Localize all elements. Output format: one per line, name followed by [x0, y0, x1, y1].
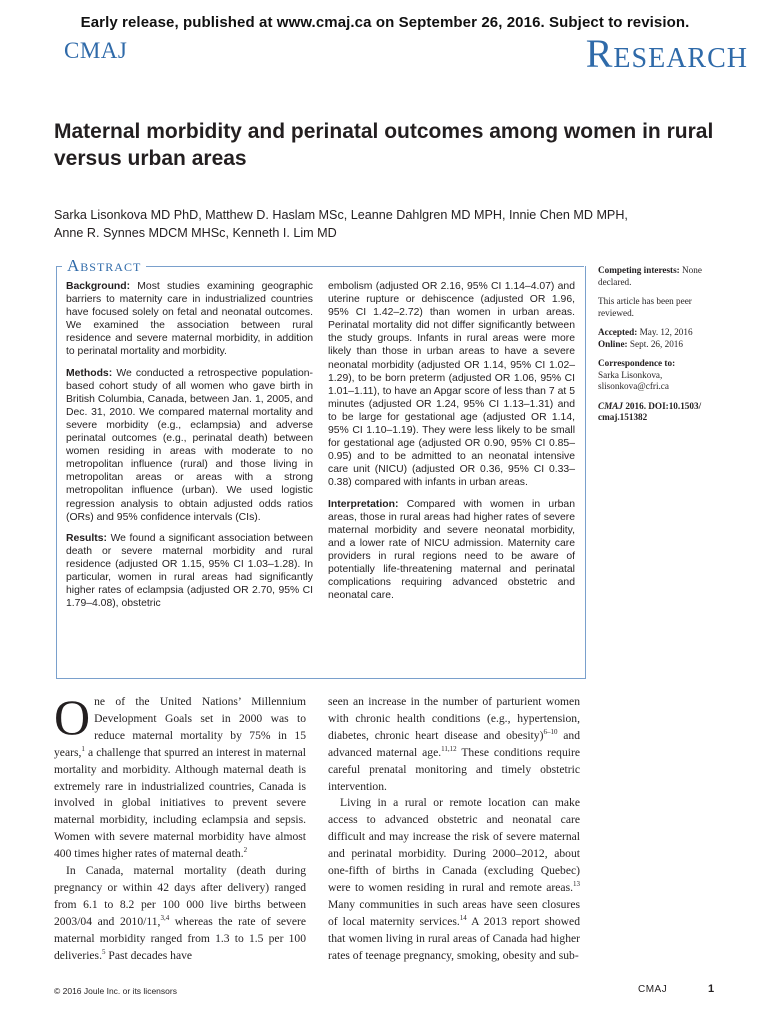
abstract-column-right — [328, 280, 575, 610]
background-text: Most studies examining geographic barriers to maternity care in industrialized countries have focused solely on fetal and neonatal outcomes. We examined the association between rural residence and severe maternal morbidity, in addition to perinatal mortality and morbidity. — [66, 281, 313, 358]
correspondence — [598, 358, 708, 393]
abstract-results — [66, 532, 313, 611]
reference-marker: 11,12 — [441, 744, 457, 753]
authors-line-1: Sarka Lisonkova MD PhD, Matthew D. Haslam MSc, Leanne Dahlgren MD MPH, Innie Chen MD MPH, — [54, 208, 628, 222]
author-list — [54, 206, 694, 242]
footer-journal: CMAJ — [638, 984, 668, 995]
reference-marker: 3,4 — [160, 913, 170, 922]
results-label: Results: — [66, 532, 107, 544]
journal-logo: CMAJ — [64, 38, 128, 63]
authors-line-2: Anne R. Synnes MDCM MHSc, Kenneth I. Lim MD — [54, 226, 337, 240]
correspondence-name: Sarka Lisonkova, — [598, 369, 663, 380]
body-text: A 2013 report showed that women living in rural areas of Canada had higher rates of teenage pregnancy, smoking, obesity and sub- — [328, 914, 580, 962]
publication-dates — [598, 327, 708, 350]
reference-marker: 2 — [243, 846, 248, 855]
body-text: seen an increase in the number of parturient women with chronic health conditions (e.g., hypertension, diabetes, chronic heart disease and obesity) — [328, 695, 580, 742]
abstract-background — [66, 280, 313, 359]
body-text: Past decades have — [105, 948, 193, 962]
body-paragraph-4 — [328, 795, 580, 964]
citation-journal: CMAJ — [598, 400, 624, 411]
abstract-heading: Abstract — [62, 256, 146, 276]
interpretation-label: Interpretation: — [328, 498, 399, 510]
body-paragraph-1 — [54, 689, 306, 863]
citation-doi: 2016. DOI:10.1503/ cmaj.151382 — [598, 400, 702, 422]
body-text: whereas the rate of severe maternal morbidity ranged from 1.3 to 1.5 per 100 deliveries. — [54, 914, 306, 962]
body-text: and advanced maternal age. — [328, 728, 581, 759]
accepted-date: May. 12, 2016 — [639, 327, 693, 337]
abstract-interpretation — [328, 498, 575, 603]
body-paragraph-3 — [328, 694, 580, 795]
body-column-right — [328, 694, 580, 965]
peer-review-note: This article has been peer reviewed. — [598, 296, 692, 318]
background-label: Background: — [66, 281, 131, 292]
body-column-left — [54, 689, 306, 965]
correspondence-email[interactable]: slisonkova@cfri.ca — [598, 381, 669, 391]
reference-marker: 13 — [573, 880, 580, 889]
methods-text: We conducted a retrospective population-based cohort study of all women who gave birth in British Columbia, Canada, between Jan. 1, 2005, and Dec. 31, 2010. We compared maternal mortality and severe morbidity (e.g., eclampsia) and adverse perinatal outcomes (e.g., perinatal death) between women residing in areas with moderate to no metropolitan influence (rural) and those living in metropolitan areas or areas with a strong metropolitan influence (urban). We used logistic regression analysis to obtain adjusted odds ratios (ORs) and 95% confidence intervals (CIs). — [66, 367, 313, 523]
abstract-column-left — [66, 280, 313, 618]
article-sidebar — [598, 265, 708, 432]
article-title: Maternal morbidity and perinatal outcomes among women in rural versus urban areas — [54, 120, 714, 170]
reference-marker: 1 — [81, 744, 85, 753]
accepted-label: Accepted: — [598, 327, 638, 337]
interpretation-text: Compared with women in urban areas, those in rural areas had higher rates of severe maternal morbidity and severe neonatal morbidity, and a lower rate of NICU admission. Maternity care providers in rural regions need to be aware of potentially life-threatening maternal and perinatal complications requiring advanced obstetric and neonatal care. — [328, 498, 575, 602]
drop-cap: O — [54, 689, 91, 745]
body-text: In Canada, maternal mortality (death during pregnancy or within 42 days after delivery) ranged from 6.1 to 8.2 per 100 000 live births between 2003/04 and 2010/11, — [54, 864, 306, 928]
page-number: 1 — [708, 983, 715, 995]
body-text: Many communities in such areas have seen closures of local maternity services. — [328, 897, 580, 928]
results-text: We found a significant association between death or severe maternal morbidity and rural residence (adjusted OR 1.15, 95% CI 1.03–1.28). In particular, women in rural areas had significantly higher rates of eclampsia (adjusted OR 2.70, 95% CI 1.79–4.08), obstetric — [66, 532, 313, 610]
online-label: Online: — [598, 338, 628, 349]
body-text: ne of the United Nations’ Millennium Development Goals set in 2000 was to reduce maternal mortality by 75% in 15 years, — [54, 695, 306, 759]
body-text: Living in a rural or remote location can make access to advanced obstetric and neonatal care difficult and may increase the risk of severe maternal and perinatal morbidity. During 2000–2012, about one-fifth of births in Canada (excluding Quebec) were to women residing in rural and remote areas. — [328, 796, 580, 894]
section-label: Research — [585, 31, 748, 76]
reference-marker: 6–10 — [543, 727, 558, 736]
competing-interests — [598, 265, 708, 288]
reference-marker: 5 — [101, 947, 106, 956]
reference-marker: 14 — [459, 913, 467, 922]
body-text: These conditions require careful prenatal monitoring and timely obstetric intervention. — [328, 745, 580, 793]
early-release-banner: Early release, published at www.cmaj.ca on September 26, 2016. Subject to revision. — [80, 14, 690, 31]
abstract-results-continued: embolism (adjusted OR 2.16, 95% CI 1.14–4.07) and uterine rupture or dehiscence (adjusted OR 1.96, 95% CI 1.42–2.72) than women in urban areas. Perinatal mortality did not differ significantly between the study groups. Infants in rural areas were more likely than those in urban areas to have a severe neonatal morbidity (adjusted OR 1.14, 95% CI 1.02–1.29), to be born preterm (adjusted OR 1.06, 95% CI 1.01–1.11), to have an Apgar score of less than 7 at 5 minutes (adjusted OR 1.24, 95% CI 1.13–1.31) and to be large for gestational age (adjusted OR 1.14, 95% CI 1.10–1.19). They were less likely to be small for gestational age (adjusted OR 0.90, 95% CI 0.85–0.95) and to be admitted to an neonatal intensive care unit (NICU) (adjusted OR 0.36, 95% CI 0.33–0.38) compared with infants in urban areas. — [328, 281, 575, 489]
copyright-notice: © 2016 Joule Inc. or its licensors — [54, 986, 177, 996]
body-paragraph-2 — [54, 863, 306, 964]
abstract-methods — [66, 367, 313, 524]
competing-text: None declared. — [598, 265, 702, 287]
citation — [598, 401, 708, 424]
competing-label: Competing interests: — [598, 265, 680, 275]
online-date: Sept. 26, 2016 — [629, 338, 683, 349]
body-text: a challenge that spurred an interest in maternal mortality and morbidity. Although maternal death is extremely rare in industrialized countries, Canada is involved in global initiatives to prevent severe maternal morbidity, including eclampsia and sepsis. Women with severe maternal morbidity have almost 400 times higher rates of maternal death. — [54, 745, 306, 861]
correspondence-label: Correspondence to: — [598, 358, 676, 368]
methods-label: Methods: — [66, 367, 113, 379]
